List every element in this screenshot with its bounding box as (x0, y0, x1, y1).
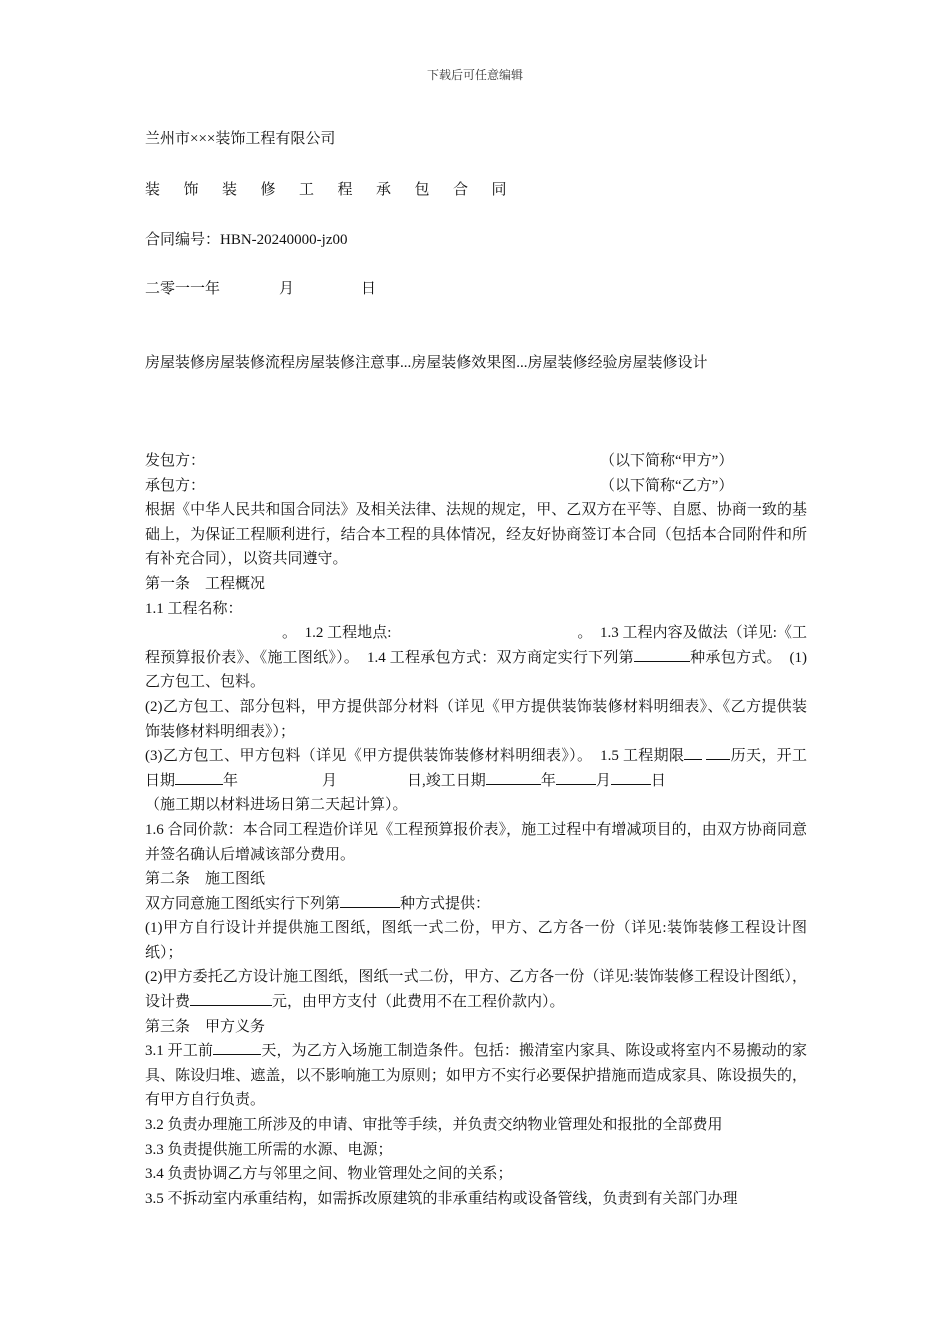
article-2-title: 第二条 施工图纸 (145, 871, 266, 888)
blank-days-before (213, 1039, 261, 1055)
keywords-line: 房屋装修房屋装修流程房屋装修注意事...房屋装修效果图...房屋装修经验房屋装修设计 (145, 355, 708, 371)
article-3-3: 3.3 负责提供施工所需的水源、电源； (145, 1141, 393, 1158)
contract-date (145, 277, 376, 298)
article-1-1: 1.1 工程名称： (145, 600, 243, 617)
article-1-5-note: （施工期以材料进场日第二天起计算）。 (145, 797, 408, 814)
blank-design-fee (190, 990, 272, 1006)
party-a-line (145, 449, 807, 474)
article-3-1: 3.1 开工前 天，为乙方入场施工制造条件。包括：搬清室内家具、陈设或将室内不易搬动的家具、陈设归堆、遮盖，以不影响施工为原则；如甲方不实行必要保护措施而造成家具、陈设损失的，有甲方自行负责。 (145, 1039, 807, 1113)
header-note: 下载后可任意编辑 (426, 68, 523, 82)
date-month: 月 (279, 281, 295, 297)
party-a-label: 发包方： (145, 453, 206, 469)
article-1-2-to-1-4: 。 1.2 工程地点: 。 1.3 工程内容及做法（详见:《工程预算报价表》、《施工图纸》）。 1.4 工程承包方式：双方商定实行下列第 种承包方式。 (1)乙方包工、包料。 (145, 625, 807, 691)
date-day: 日 (361, 281, 377, 297)
article-3-title: 第三条 甲方义务 (145, 1018, 266, 1035)
article-2-intro: 双方同意施工图纸实行下列第 种方式提供： (145, 892, 807, 917)
article-3-2: 3.2 负责办理施工所涉及的申请、审批等手续，并负责交纳物业管理处和报批的全部费用 (145, 1117, 723, 1134)
party-b-label: 承包方： (145, 477, 206, 494)
article-1-title: 第一条 工程概况 (145, 575, 266, 592)
company-name: 兰州市×××装饰工程有限公司 (145, 131, 336, 147)
blank-contract-mode (634, 646, 662, 662)
party-b-line (145, 474, 807, 499)
article-1-6: 1.6 合同价款：本合同工程造价详见《工程预算报价表》，施工过程中有增减项目的，由双方协商同意并签名确认后增减该部分费用。 (145, 821, 807, 863)
preamble: 根据《中华人民共和国合同法》及相关法律、法规的规定，甲、乙双方在平等、自愿、协商一致的基础上，为保证工程顺利进行，结合本工程的具体情况，经友好协商签订本合同（包括本合同附件和所有补充合同），以资共同遵守。 (145, 502, 807, 568)
date-year: 二零一一年 (145, 281, 221, 297)
party-b-alias: （以下简称“乙方”） (600, 477, 734, 494)
article-1-option-3: (3)乙方包工、甲方包料（详见《甲方提供装饰装修材料明细表》）。 1.5 工程期限 历天，开工日期 年 月 日,竣工日期 年 月 日 (145, 744, 807, 793)
contract-number: 合同编号：HBN-20240000-jz00 (145, 232, 348, 248)
article-3-5: 3.5 不拆动室内承重结构，如需拆改原建筑的非承重结构或设备管线，负责到有关部门办理 (145, 1190, 738, 1207)
contract-body (145, 449, 807, 1211)
contract-title: 装 饰 装 修 工 程 承 包 合 同 (145, 182, 507, 198)
party-a-alias: （以下简称“甲方”） (600, 453, 734, 469)
article-1-option-2: (2)乙方包工、部分包料，甲方提供部分材料（详见《甲方提供装饰装修材料明细表》、《乙方提供装饰装修材料明细表》）； (145, 698, 807, 740)
article-2-2: (2)甲方委托乙方设计施工图纸，图纸一式二份，甲方、乙方各一份（详见:装饰装修工程设计图纸），设计费 元，由甲方支付（此费用不在工程价款内）。 (145, 969, 807, 1011)
article-3-4: 3.4 负责协调乙方与邻里之间、物业管理处之间的关系； (145, 1166, 513, 1183)
article-2-1: (1)甲方自行设计并提供施工图纸，图纸一式二份，甲方、乙方各一份（详见:装饰装修工程设计图纸）； (145, 920, 807, 961)
blank-drawing-mode (340, 892, 400, 908)
